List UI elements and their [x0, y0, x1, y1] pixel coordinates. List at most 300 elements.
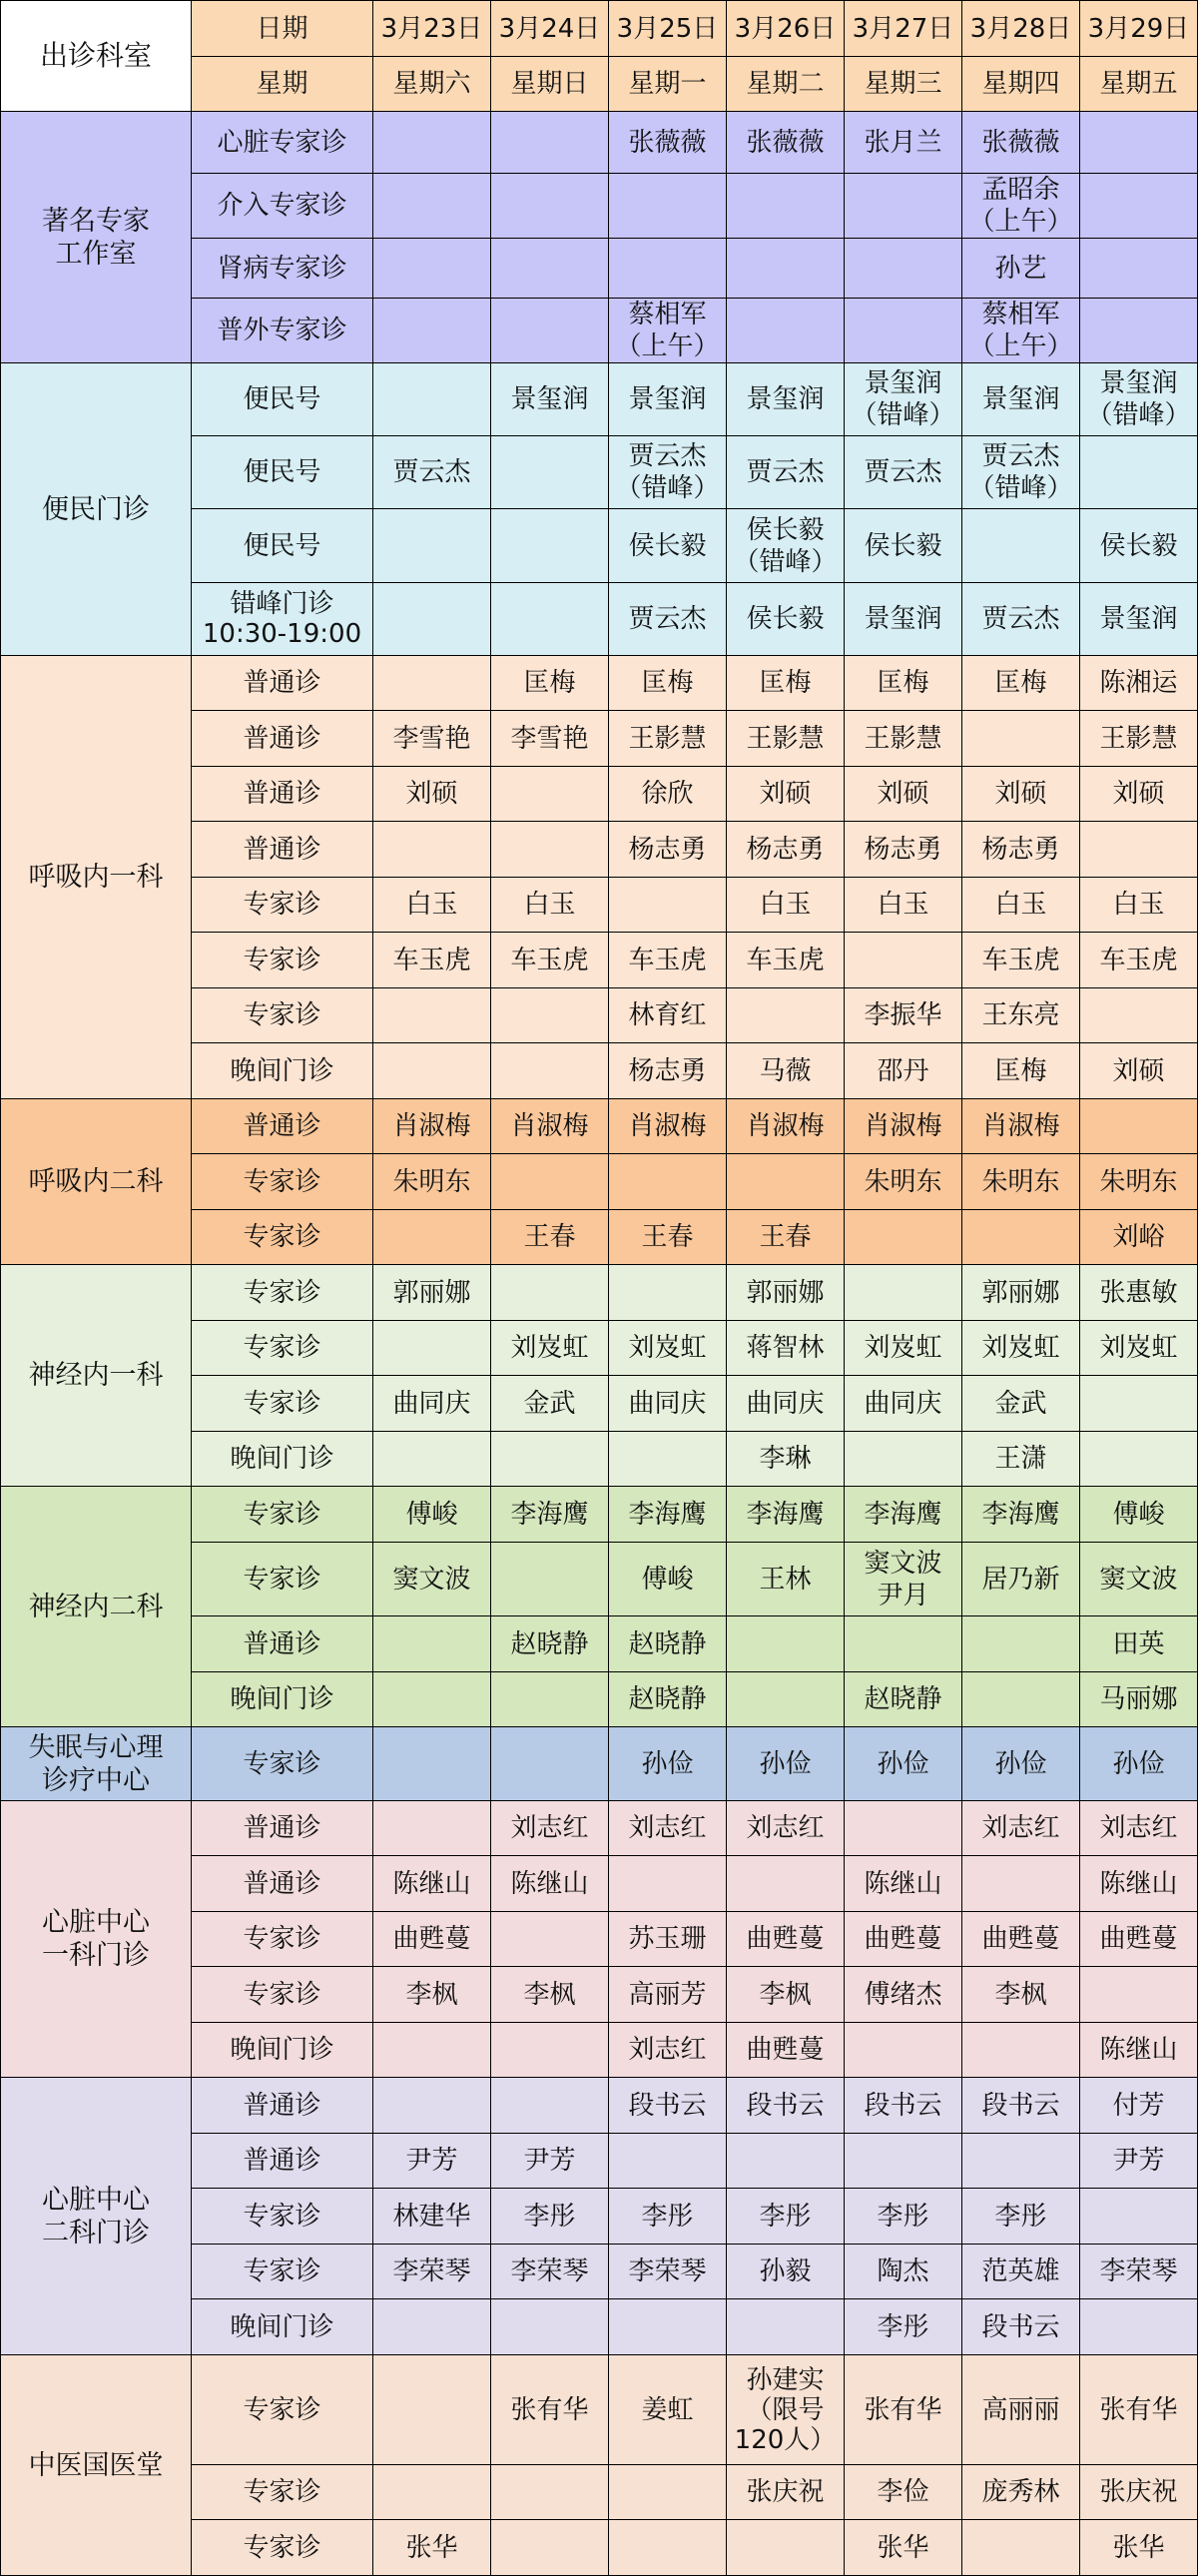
doctor-cell — [1080, 174, 1198, 239]
doctor-cell — [845, 1265, 962, 1321]
doctor-cell: 车玉虎 — [491, 933, 609, 988]
doctor-cell — [491, 1727, 609, 1801]
clinic-type-cell: 晚间门诊 — [192, 1672, 373, 1727]
clinic-type-cell: 普通诊 — [192, 656, 373, 711]
doctor-cell: 景玺润 — [845, 583, 962, 656]
doctor-cell — [491, 2520, 609, 2576]
doctor-cell: 张薇薇 — [962, 112, 1080, 174]
doctor-cell: 郭丽娜 — [962, 1265, 1080, 1321]
clinic-type-cell: 专家诊 — [192, 1543, 373, 1616]
doctor-cell — [1080, 1967, 1198, 2023]
doctor-cell — [727, 239, 845, 299]
doctor-cell: 李海鹰 — [727, 1487, 845, 1543]
doctor-cell: 曲同庆 — [845, 1376, 962, 1432]
doctor-cell: 李枫 — [962, 1967, 1080, 2023]
doctor-cell: 窦文波 — [373, 1543, 491, 1616]
weekday-label-cell: 星期 — [192, 57, 373, 112]
doctor-cell — [491, 509, 609, 583]
doctor-cell: 肖淑梅 — [609, 1099, 727, 1154]
doctor-cell: 朱明东 — [1080, 1154, 1198, 1210]
doctor-cell: 段书云 — [962, 2299, 1080, 2355]
doctor-cell: 范英雄 — [962, 2245, 1080, 2299]
doctor-cell: 曲甦蔓 — [962, 1912, 1080, 1967]
header-date-row — [1, 1, 1198, 57]
doctor-cell: 赵晓静 — [609, 1672, 727, 1727]
clinic-type-cell: 晚间门诊 — [192, 2299, 373, 2355]
doctor-cell — [491, 822, 609, 878]
doctor-cell: 赵晓静 — [491, 1616, 609, 1672]
doctor-cell: 刘硕 — [373, 767, 491, 822]
doctor-cell: 蔡相军 （上午） — [609, 299, 727, 363]
doctor-cell: 匡梅 — [845, 656, 962, 711]
doctor-cell — [373, 2465, 491, 2520]
doctor-cell — [491, 2299, 609, 2355]
schedule-row — [1, 2355, 1198, 2465]
doctor-cell: 张薇薇 — [727, 112, 845, 174]
doctor-cell — [373, 509, 491, 583]
doctor-cell — [373, 2023, 491, 2078]
clinic-type-cell: 专家诊 — [192, 1727, 373, 1801]
doctor-cell — [727, 2520, 845, 2576]
doctor-cell: 刘峪 — [1080, 1210, 1198, 1265]
doctor-cell: 李彤 — [727, 2189, 845, 2245]
doctor-cell — [491, 174, 609, 239]
doctor-cell: 匡梅 — [962, 1043, 1080, 1099]
date-label-cell: 日期 — [192, 1, 373, 57]
clinic-type-cell: 普通诊 — [192, 1099, 373, 1154]
schedule-row — [1, 1727, 1198, 1801]
doctor-cell: 景玺润 — [1080, 583, 1198, 656]
doctor-cell: 王春 — [727, 1210, 845, 1265]
doctor-cell: 段书云 — [962, 2078, 1080, 2134]
doctor-cell: 刘志红 — [491, 1801, 609, 1856]
department-cell: 神经内一科 — [1, 1265, 192, 1487]
doctor-cell: 傅峻 — [1080, 1487, 1198, 1543]
doctor-cell — [491, 299, 609, 363]
date-cell: 3月25日 — [609, 1, 727, 57]
doctor-cell: 居乃新 — [962, 1543, 1080, 1616]
doctor-cell — [845, 1801, 962, 1856]
date-cell: 3月27日 — [845, 1, 962, 57]
doctor-cell: 陈继山 — [1080, 1856, 1198, 1912]
doctor-cell: 车玉虎 — [727, 933, 845, 988]
doctor-cell: 段书云 — [727, 2078, 845, 2134]
clinic-type-cell: 普通诊 — [192, 1616, 373, 1672]
doctor-cell — [727, 1616, 845, 1672]
doctor-cell: 张有华 — [845, 2355, 962, 2465]
doctor-cell: 金武 — [491, 1376, 609, 1432]
doctor-cell: 贾云杰 — [727, 436, 845, 509]
doctor-cell — [373, 112, 491, 174]
doctor-cell: 朱明东 — [962, 1154, 1080, 1210]
doctor-cell: 王潇 — [962, 1432, 1080, 1487]
doctor-cell: 高丽芳 — [609, 1967, 727, 2023]
doctor-cell — [1080, 822, 1198, 878]
doctor-cell — [373, 1210, 491, 1265]
doctor-cell: 李雪艳 — [491, 711, 609, 767]
clinic-type-cell: 心脏专家诊 — [192, 112, 373, 174]
doctor-cell: 张薇薇 — [609, 112, 727, 174]
doctor-cell — [609, 2465, 727, 2520]
doctor-cell: 刘硕 — [1080, 1043, 1198, 1099]
clinic-type-cell: 专家诊 — [192, 988, 373, 1043]
doctor-cell: 孟昭余 （上午） — [962, 174, 1080, 239]
clinic-type-cell: 普通诊 — [192, 711, 373, 767]
doctor-cell: 侯长毅 — [609, 509, 727, 583]
doctor-cell: 李枫 — [373, 1967, 491, 2023]
weekday-cell: 星期二 — [727, 57, 845, 112]
department-cell: 便民门诊 — [1, 363, 192, 656]
clinic-type-cell: 专家诊 — [192, 1210, 373, 1265]
doctor-cell — [491, 583, 609, 656]
doctor-cell: 曲同庆 — [373, 1376, 491, 1432]
doctor-cell: 张庆祝 — [1080, 2465, 1198, 2520]
doctor-cell: 白玉 — [727, 878, 845, 933]
doctor-cell: 刘志红 — [1080, 1801, 1198, 1856]
doctor-cell: 景玺润 — [491, 363, 609, 436]
date-cell: 3月28日 — [962, 1, 1080, 57]
doctor-cell: 金武 — [962, 1376, 1080, 1432]
doctor-cell: 李琳 — [727, 1432, 845, 1487]
doctor-cell — [1080, 299, 1198, 363]
doctor-cell — [373, 1432, 491, 1487]
doctor-cell: 杨志勇 — [845, 822, 962, 878]
doctor-cell: 赵晓静 — [609, 1616, 727, 1672]
clinic-type-cell: 专家诊 — [192, 2465, 373, 2520]
doctor-cell — [1080, 2189, 1198, 2245]
schedule-row — [1, 363, 1198, 436]
doctor-cell: 张有华 — [491, 2355, 609, 2465]
doctor-cell — [962, 1210, 1080, 1265]
clinic-type-cell: 普通诊 — [192, 2134, 373, 2189]
doctor-cell — [845, 239, 962, 299]
doctor-cell: 苏玉珊 — [609, 1912, 727, 1967]
clinic-type-cell: 晚间门诊 — [192, 1043, 373, 1099]
clinic-type-cell: 专家诊 — [192, 2355, 373, 2465]
doctor-cell: 张惠敏 — [1080, 1265, 1198, 1321]
doctor-cell: 贾云杰 — [373, 436, 491, 509]
doctor-cell — [727, 1856, 845, 1912]
doctor-cell: 尹芳 — [491, 2134, 609, 2189]
doctor-cell — [373, 1616, 491, 1672]
doctor-cell: 陈继山 — [373, 1856, 491, 1912]
doctor-cell: 刘岌虹 — [1080, 1321, 1198, 1376]
doctor-cell — [1080, 239, 1198, 299]
schedule-row — [1, 1099, 1198, 1154]
clinic-type-cell: 专家诊 — [192, 2189, 373, 2245]
doctor-cell — [491, 2078, 609, 2134]
clinic-type-cell: 普外专家诊 — [192, 299, 373, 363]
doctor-cell: 景玺润 — [962, 363, 1080, 436]
doctor-cell: 侯长毅 — [727, 583, 845, 656]
doctor-cell — [609, 1856, 727, 1912]
doctor-cell — [962, 1856, 1080, 1912]
clinic-type-cell: 普通诊 — [192, 1856, 373, 1912]
doctor-cell: 李海鹰 — [962, 1487, 1080, 1543]
doctor-cell: 刘硕 — [1080, 767, 1198, 822]
doctor-cell — [1080, 1099, 1198, 1154]
doctor-cell: 孙俭 — [845, 1727, 962, 1801]
doctor-cell: 窦文波 尹月 — [845, 1543, 962, 1616]
doctor-cell: 王林 — [727, 1543, 845, 1616]
doctor-cell — [845, 2134, 962, 2189]
doctor-cell — [962, 2134, 1080, 2189]
doctor-cell — [491, 1265, 609, 1321]
doctor-cell — [373, 1801, 491, 1856]
doctor-cell: 王影慧 — [609, 711, 727, 767]
doctor-cell — [609, 1154, 727, 1210]
clinic-type-cell: 专家诊 — [192, 878, 373, 933]
doctor-cell — [373, 299, 491, 363]
doctor-cell: 侯长毅 — [1080, 509, 1198, 583]
doctor-cell: 孙俭 — [962, 1727, 1080, 1801]
doctor-cell: 景玺润 — [609, 363, 727, 436]
doctor-cell: 徐欣 — [609, 767, 727, 822]
doctor-cell: 杨志勇 — [609, 1043, 727, 1099]
doctor-cell: 李荣琴 — [373, 2245, 491, 2299]
doctor-cell: 张华 — [1080, 2520, 1198, 2576]
doctor-cell — [609, 878, 727, 933]
doctor-cell — [962, 1672, 1080, 1727]
doctor-cell — [727, 299, 845, 363]
doctor-cell: 杨志勇 — [727, 822, 845, 878]
doctor-cell: 白玉 — [1080, 878, 1198, 933]
doctor-cell: 段书云 — [609, 2078, 727, 2134]
doctor-cell: 林育红 — [609, 988, 727, 1043]
clinic-type-cell: 专家诊 — [192, 1154, 373, 1210]
doctor-cell — [962, 1616, 1080, 1672]
doctor-cell: 高丽丽 — [962, 2355, 1080, 2465]
doctor-cell: 肖淑梅 — [962, 1099, 1080, 1154]
date-cell: 3月23日 — [373, 1, 491, 57]
clinic-type-cell: 晚间门诊 — [192, 2023, 373, 2078]
doctor-cell: 王影慧 — [845, 711, 962, 767]
schedule-row — [1, 1487, 1198, 1543]
doctor-cell: 郭丽娜 — [727, 1265, 845, 1321]
clinic-type-cell: 便民号 — [192, 509, 373, 583]
doctor-cell: 肖淑梅 — [491, 1099, 609, 1154]
doctor-cell: 李振华 — [845, 988, 962, 1043]
doctor-cell — [609, 239, 727, 299]
department-cell: 失眠与心理 诊疗中心 — [1, 1727, 192, 1801]
doctor-cell: 李彤 — [845, 2299, 962, 2355]
doctor-cell: 傅峻 — [609, 1543, 727, 1616]
doctor-cell: 贾云杰 （错峰） — [962, 436, 1080, 509]
schedule-row — [1, 2078, 1198, 2134]
doctor-cell — [1080, 1376, 1198, 1432]
doctor-cell — [845, 1210, 962, 1265]
doctor-cell — [491, 1543, 609, 1616]
doctor-cell: 张华 — [845, 2520, 962, 2576]
doctor-cell — [373, 2078, 491, 2134]
department-cell: 著名专家 工作室 — [1, 112, 192, 363]
doctor-cell: 刘岌虹 — [962, 1321, 1080, 1376]
doctor-cell — [491, 436, 609, 509]
clinic-type-cell: 专家诊 — [192, 1265, 373, 1321]
doctor-cell: 曲同庆 — [727, 1376, 845, 1432]
date-cell: 3月24日 — [491, 1, 609, 57]
schedule-row — [1, 112, 1198, 174]
doctor-cell — [609, 2299, 727, 2355]
doctor-cell: 刘岌虹 — [845, 1321, 962, 1376]
doctor-cell: 林建华 — [373, 2189, 491, 2245]
doctor-cell: 刘硕 — [962, 767, 1080, 822]
doctor-cell — [1080, 112, 1198, 174]
doctor-cell: 朱明东 — [845, 1154, 962, 1210]
doctor-cell — [845, 933, 962, 988]
doctor-cell: 陈继山 — [491, 1856, 609, 1912]
doctor-cell — [727, 2299, 845, 2355]
doctor-cell — [491, 1912, 609, 1967]
weekday-cell: 星期日 — [491, 57, 609, 112]
doctor-cell: 孙俭 — [609, 1727, 727, 1801]
doctor-cell — [373, 656, 491, 711]
doctor-cell — [962, 711, 1080, 767]
doctor-cell: 田英 — [1080, 1616, 1198, 1672]
weekday-cell: 星期四 — [962, 57, 1080, 112]
doctor-cell: 白玉 — [373, 878, 491, 933]
doctor-cell: 刘岌虹 — [609, 1321, 727, 1376]
clinic-type-cell: 普通诊 — [192, 1801, 373, 1856]
doctor-cell: 侯长毅 （错峰） — [727, 509, 845, 583]
doctor-cell: 李枫 — [491, 1967, 609, 2023]
weekday-cell: 星期一 — [609, 57, 727, 112]
doctor-cell: 张月兰 — [845, 112, 962, 174]
doctor-cell: 庞秀林 — [962, 2465, 1080, 2520]
doctor-cell: 刘岌虹 — [491, 1321, 609, 1376]
doctor-cell — [373, 1321, 491, 1376]
doctor-cell: 孙毅 — [727, 2245, 845, 2299]
doctor-cell: 王影慧 — [727, 711, 845, 767]
clinic-type-cell: 普通诊 — [192, 822, 373, 878]
department-cell: 呼吸内一科 — [1, 656, 192, 1099]
doctor-cell: 张庆祝 — [727, 2465, 845, 2520]
doctor-cell: 王东亮 — [962, 988, 1080, 1043]
doctor-cell — [727, 988, 845, 1043]
date-cell: 3月26日 — [727, 1, 845, 57]
department-cell: 神经内二科 — [1, 1487, 192, 1727]
doctor-cell: 李彤 — [609, 2189, 727, 2245]
clinic-type-cell: 错峰门诊 10:30-19:00 — [192, 583, 373, 656]
doctor-cell: 杨志勇 — [962, 822, 1080, 878]
clinic-type-cell: 专家诊 — [192, 1487, 373, 1543]
doctor-cell: 肖淑梅 — [727, 1099, 845, 1154]
doctor-cell: 李海鹰 — [845, 1487, 962, 1543]
weekday-cell: 星期五 — [1080, 57, 1198, 112]
doctor-cell: 曲甦蔓 — [1080, 1912, 1198, 1967]
clinic-type-cell: 普通诊 — [192, 767, 373, 822]
doctor-cell: 邵丹 — [845, 1043, 962, 1099]
doctor-cell: 车玉虎 — [373, 933, 491, 988]
doctor-cell — [845, 2023, 962, 2078]
doctor-cell: 李荣琴 — [491, 2245, 609, 2299]
doctor-cell — [491, 1432, 609, 1487]
schedule-row — [1, 1265, 1198, 1321]
clinic-type-cell: 专家诊 — [192, 1321, 373, 1376]
doctor-cell: 孙艺 — [962, 239, 1080, 299]
doctor-cell — [373, 2299, 491, 2355]
doctor-cell: 李荣琴 — [1080, 2245, 1198, 2299]
doctor-cell — [491, 112, 609, 174]
doctor-cell: 杨志勇 — [609, 822, 727, 878]
doctor-cell — [373, 2355, 491, 2465]
clinic-type-cell: 晚间门诊 — [192, 1432, 373, 1487]
doctor-cell: 陈继山 — [1080, 2023, 1198, 2078]
doctor-cell: 景玺润 — [727, 363, 845, 436]
doctor-cell: 贾云杰 — [962, 583, 1080, 656]
doctor-cell: 尹芳 — [1080, 2134, 1198, 2189]
doctor-cell — [491, 988, 609, 1043]
doctor-cell: 车玉虎 — [1080, 933, 1198, 988]
doctor-cell — [609, 2134, 727, 2189]
doctor-cell: 王春 — [491, 1210, 609, 1265]
doctor-cell: 贾云杰 （错峰） — [609, 436, 727, 509]
doctor-cell: 李彤 — [962, 2189, 1080, 2245]
doctor-cell — [727, 1154, 845, 1210]
doctor-cell: 李枫 — [727, 1967, 845, 2023]
doctor-cell: 段书云 — [845, 2078, 962, 2134]
doctor-cell — [373, 239, 491, 299]
department-cell: 心脏中心 一科门诊 — [1, 1801, 192, 2078]
clinic-type-cell: 肾病专家诊 — [192, 239, 373, 299]
doctor-cell: 匡梅 — [727, 656, 845, 711]
doctor-cell: 蔡相军 （上午） — [962, 299, 1080, 363]
doctor-cell: 蒋智林 — [727, 1321, 845, 1376]
doctor-cell: 曲甦蔓 — [727, 2023, 845, 2078]
doctor-cell: 李彤 — [491, 2189, 609, 2245]
doctor-cell: 侯长毅 — [845, 509, 962, 583]
doctor-cell: 赵晓静 — [845, 1672, 962, 1727]
doctor-cell — [1080, 436, 1198, 509]
doctor-cell: 李雪艳 — [373, 711, 491, 767]
doctor-cell — [962, 509, 1080, 583]
doctor-cell: 肖淑梅 — [373, 1099, 491, 1154]
doctor-cell: 朱明东 — [373, 1154, 491, 1210]
doctor-cell: 匡梅 — [609, 656, 727, 711]
doctor-cell — [373, 1043, 491, 1099]
doctor-cell: 贾云杰 — [609, 583, 727, 656]
doctor-cell — [609, 1265, 727, 1321]
clinic-type-cell: 专家诊 — [192, 933, 373, 988]
doctor-cell: 孙俭 — [727, 1727, 845, 1801]
doctor-cell: 陈继山 — [845, 1856, 962, 1912]
doctor-cell: 付芳 — [1080, 2078, 1198, 2134]
doctor-cell: 刘志红 — [609, 2023, 727, 2078]
weekday-cell: 星期三 — [845, 57, 962, 112]
doctor-cell: 马丽娜 — [1080, 1672, 1198, 1727]
doctor-cell: 曲甦蔓 — [845, 1912, 962, 1967]
doctor-cell — [491, 1043, 609, 1099]
doctor-cell: 刘硕 — [727, 767, 845, 822]
doctor-cell — [491, 239, 609, 299]
doctor-cell: 刘志红 — [727, 1801, 845, 1856]
doctor-cell: 李彤 — [845, 2189, 962, 2245]
doctor-cell: 尹芳 — [373, 2134, 491, 2189]
doctor-cell: 白玉 — [962, 878, 1080, 933]
doctor-cell: 马薇 — [727, 1043, 845, 1099]
doctor-cell: 李海鹰 — [609, 1487, 727, 1543]
doctor-cell: 贾云杰 — [845, 436, 962, 509]
doctor-cell — [845, 299, 962, 363]
doctor-cell: 白玉 — [491, 878, 609, 933]
doctor-cell: 李俭 — [845, 2465, 962, 2520]
doctor-cell — [727, 2134, 845, 2189]
doctor-cell: 肖淑梅 — [845, 1099, 962, 1154]
doctor-cell: 匡梅 — [491, 656, 609, 711]
clinic-type-cell: 专家诊 — [192, 1376, 373, 1432]
doctor-cell: 曲同庆 — [609, 1376, 727, 1432]
doctor-cell — [373, 822, 491, 878]
